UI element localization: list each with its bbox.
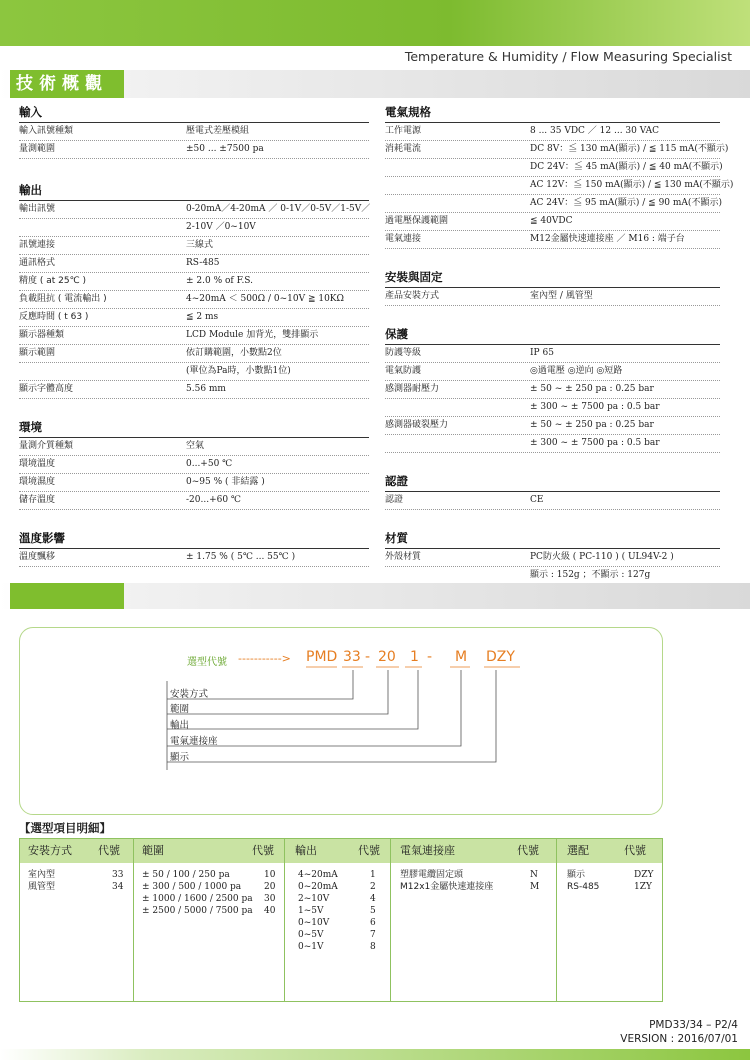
output-code-list: 1 2 4 5 6 7 8 (370, 870, 376, 952)
col-header: 選配 (567, 844, 589, 857)
diagram-label: 電氣連接座 (170, 736, 218, 747)
code-part-model: PMD (306, 649, 338, 665)
code-part-output: 1 (410, 649, 419, 665)
col-header: 代號 (358, 844, 380, 857)
spec-row: 輸出訊號 0-20mA／4-20mA ／ 0-1V／0-5V／1-5V／ (19, 201, 369, 219)
spec-row: 反應時間 ( t 63 ) ≦ 2 ms (19, 309, 369, 327)
spec-row: 負載阻抗 ( 電流輸出 ) 4~20mA ＜ 500Ω / 0~10V ≧ 10KΩ (19, 291, 369, 309)
spec-row: 輸入訊號種類 壓電式差壓模組 (19, 123, 369, 141)
bottom-green-bar (0, 1049, 750, 1060)
spec-row: (單位為Pa時，小數點1位) (19, 363, 369, 381)
sec-cert-title: 認證 (385, 471, 720, 492)
spec-row: 感測器耐壓力 ± 50 ~ ± 250 pa : 0.25 bar (385, 381, 720, 399)
spec-row: 溫度飄移 ± 1.75 % ( 5℃ ... 55℃ ) (19, 549, 369, 567)
spec-row: 消耗電流 DC 8V：≦ 130 mA(顯示) / ≦ 115 mA(不顯示) (385, 141, 720, 159)
sec-env-title: 環境 (19, 417, 369, 438)
col-header: 範圍 (142, 844, 164, 857)
sec-material-title: 材質 (385, 528, 720, 549)
spec-row: 認證 CE (385, 492, 720, 510)
spec-row: 電氣連接 M12金屬快速連接座 ／ M16 : 端子台 (385, 231, 720, 249)
diagram-label: 輸出 (170, 720, 190, 731)
spec-row: 環境濕度 0~95 % ( 非結露 ) (19, 474, 369, 492)
spec-row: 感測器破裂壓力 ± 50 ~ ± 250 pa : 0.25 bar (385, 417, 720, 435)
range-list: ± 50 / 100 / 250 pa ± 300 / 500 / 1000 pa ± 1000 / 1600 / 2500 pa ± 2500 / 5000 / 7500 pa (142, 870, 253, 916)
diagram-label: 安裝方式 (170, 689, 209, 700)
select-code-arrow: -----------> (238, 652, 291, 665)
opt-list: 顯示 RS-485 (567, 870, 600, 892)
footer-model: PMD33/34 – P2/4 (649, 1019, 738, 1031)
opt-code-list: DZY 1ZY (634, 870, 654, 892)
code-sep: - (427, 649, 433, 665)
code-sep: - (365, 649, 371, 665)
spec-row: 通訊格式 RS-485 (19, 255, 369, 273)
diagram-label: 顯示 (170, 752, 190, 763)
sec-install-title: 安裝與固定 (385, 267, 720, 288)
col-header: 代號 (517, 844, 539, 857)
spec-row: 防護等級 IP 65 (385, 345, 720, 363)
diagram-label: 範圍 (170, 704, 190, 715)
footer-version: VERSION : 2016/07/01 (620, 1033, 738, 1045)
spec-row: 外殼材質 PC防火級 ( PC-110 ) ( UL94V-2 ) (385, 549, 720, 567)
code-part-mount: 33 (343, 649, 361, 665)
options-legend: 【選型項目明細】 (19, 821, 111, 835)
spec-row: 訊號連接 三線式 (19, 237, 369, 255)
col-header: 安裝方式 (28, 844, 72, 857)
mount-code-list: 33 34 (112, 870, 124, 892)
spec-row: 顯示字體高度 5.56 mm (19, 381, 369, 399)
spec-row: 量測範圍 ±50 ... ±7500 pa (19, 141, 369, 159)
spec-row: 電氣防護 ◎過電壓 ◎逆向 ◎短路 (385, 363, 720, 381)
col-header: 代號 (252, 844, 274, 857)
spec-row: 產品安裝方式 室內型 / 風管型 (385, 288, 720, 306)
col-header: 輸出 (295, 844, 317, 857)
spec-row: 環境溫度 0...+50 ℃ (19, 456, 369, 474)
select-code-label: 選型代號 (187, 657, 227, 668)
spec-row: AC 12V：≦ 150 mA(顯示) / ≦ 130 mA(不顯示) (385, 177, 720, 195)
conn-list: 塑膠電纜固定頭 M12x1金屬快速連接座 (400, 870, 494, 892)
section-title: 技術概觀 (16, 74, 108, 94)
conn-code-list: N M (530, 870, 540, 892)
sec-output-title: 輸出 (19, 180, 369, 201)
col-header: 電氣連接座 (400, 844, 455, 857)
sec-input-title: 輸入 (19, 102, 369, 123)
spec-row: 過電壓保護範圍 ≦ 40VDC (385, 213, 720, 231)
spec-row: 量測介質種類 空氣 (19, 438, 369, 456)
footer (620, 1018, 738, 1046)
output-list: 4~20mA 0~20mA 2~10V 1~5V 0~10V 0~5V 0~1V (298, 870, 338, 952)
spec-row: 顯示範圍 依訂購範圍，小數點2位 (19, 345, 369, 363)
tagline: Temperature & Humidity / Flow Measuring Specialist (404, 49, 732, 64)
range-code-list: 10 20 30 40 (264, 870, 276, 916)
spec-row: AC 24V：≦ 95 mA(顯示) / ≦ 90 mA(不顯示) (385, 195, 720, 213)
spec-row: ± 300 ~ ± 7500 pa : 0.5 bar (385, 435, 720, 453)
col-header: 代號 (98, 844, 120, 857)
col-header: 代號 (624, 844, 646, 857)
spec-row: 精度 ( at 25℃ ) ± 2.0 % of F.S. (19, 273, 369, 291)
code-part-option: DZY (486, 649, 515, 665)
spec-row: 儲存溫度 -20...+60 ℃ (19, 492, 369, 510)
sec-protect-title: 保護 (385, 324, 720, 345)
code-part-range: 20 (378, 649, 396, 665)
spec-row: 工作電源 8 ... 35 VDC ／ 12 ... 30 VAC (385, 123, 720, 141)
sec-elec-title: 電氣規格 (385, 102, 720, 123)
spec-row: 顯示器種類 LCD Module 加背光，雙排顯示 (19, 327, 369, 345)
sec-temp-title: 溫度影響 (19, 528, 369, 549)
code-part-conn: M (455, 649, 468, 665)
spec-row: 顯示 : 152g ；不顯示 : 127g (385, 567, 720, 585)
mount-list: 室內型 風管型 (28, 870, 56, 892)
spec-row: 2-10V ／0~10V (19, 219, 369, 237)
spec-row: DC 24V：≦ 45 mA(顯示) / ≦ 40 mA(不顯示) (385, 159, 720, 177)
options-table (19, 838, 663, 1002)
spec-row: ± 300 ~ ± 7500 pa : 0.5 bar (385, 399, 720, 417)
